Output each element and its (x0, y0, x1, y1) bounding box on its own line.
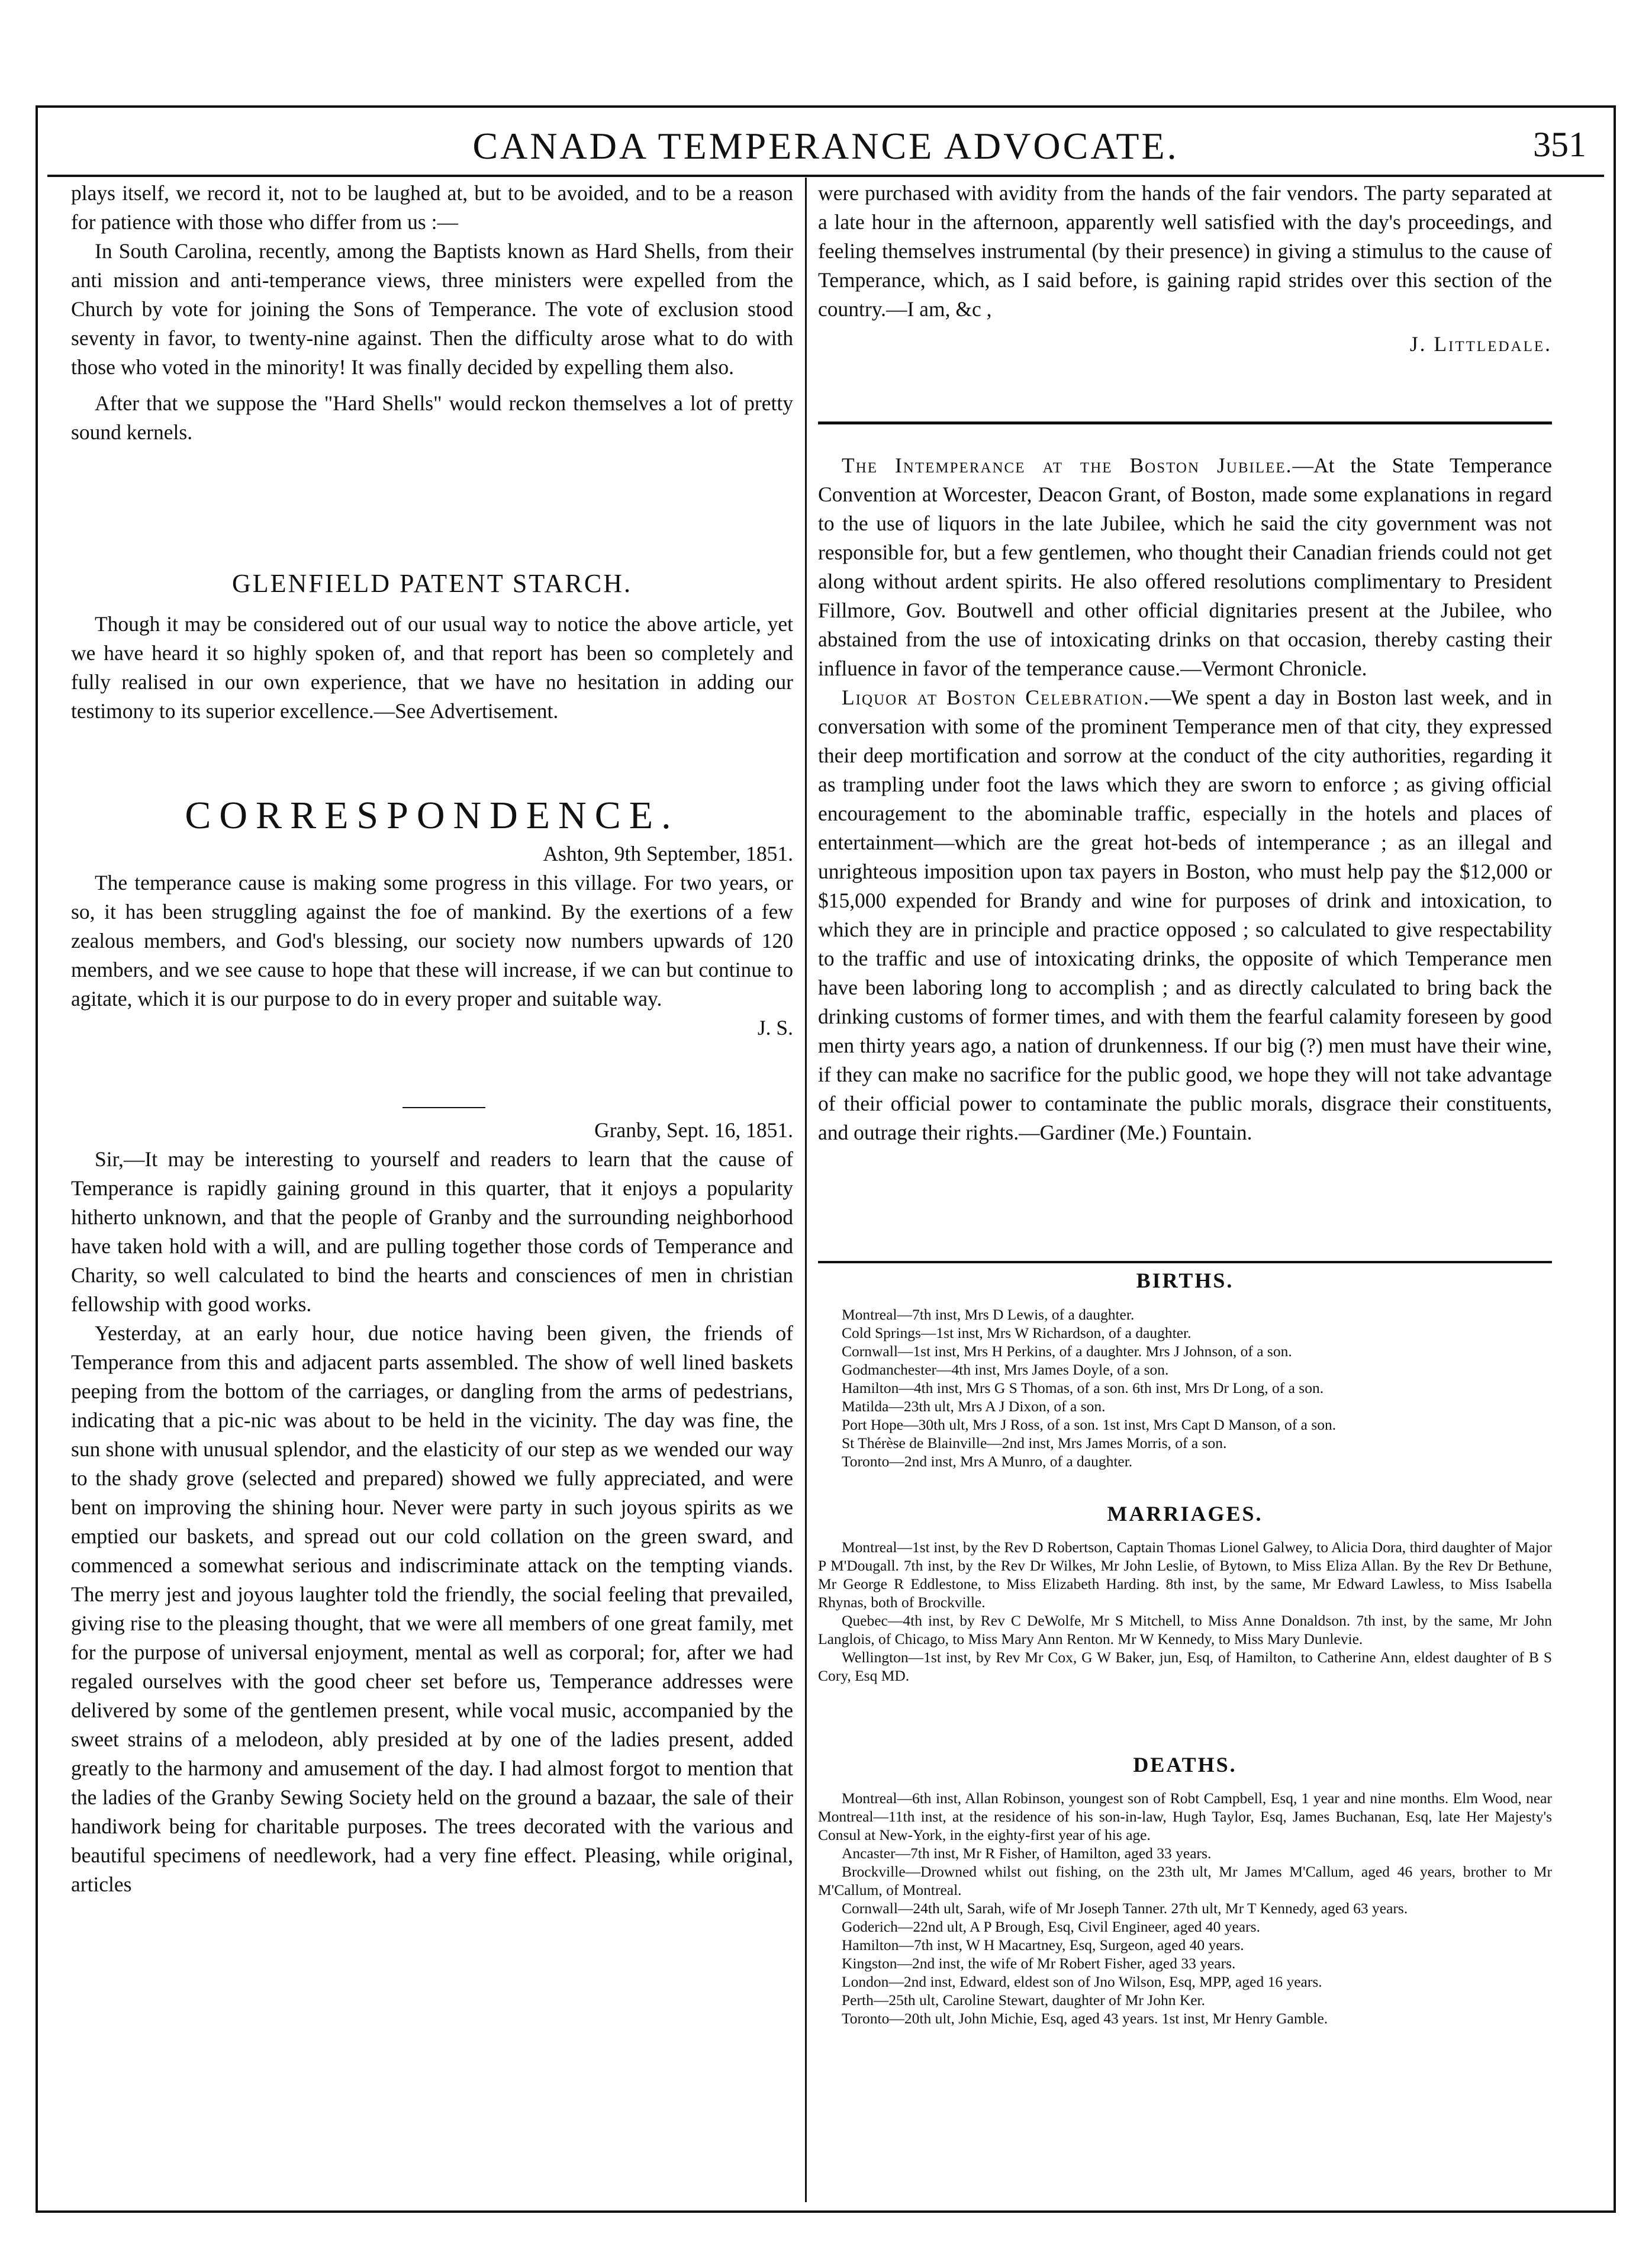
ashton-letter (71, 839, 793, 1042)
section-rule (818, 421, 1552, 424)
granby-letter (71, 1116, 793, 1899)
paragraph: In South Carolina, recently, among the Baptists known as Hard Shells, from their anti mission and anti-temperance views, three ministers were expelled from the Church by vote for joining the Sons of Temperance. The vote of exclusion stood seventy in favor, to twenty-nine against. Then the difficulty arose what to do with those who voted in the minority! It was finally decided by expelling them also. (71, 239, 793, 379)
journal-title: CANADA TEMPERANCE ADVOCATE. (472, 125, 1179, 167)
list-item: Quebec—4th inst, by Rev C DeWolfe, Mr S Mitchell, to Miss Anne Donaldson. 7th inst, by the same, Mr John Langlois, of Chicago, to Miss Mary Ann Renton. Mr W Kennedy, to Miss Mary Dunlevie. (818, 1612, 1552, 1647)
page-header (47, 118, 1604, 172)
section-rule (818, 1261, 1552, 1263)
births-heading: BIRTHS. (1136, 1269, 1234, 1292)
paragraph: After that we suppose the "Hard Shells" would reckon themselves a lot of pretty sound kernels. (71, 391, 793, 444)
letter-divider (402, 1107, 485, 1108)
list-item: Montreal—7th inst, Mrs D Lewis, of a daughter. (842, 1306, 1135, 1323)
paragraph: —We spent a day in Boston last week, and in conversation with some of the prominent Temperance men of that city, they expressed their deep mortification and sorrow at the conduct of the city authorities, regarding it as trampling under foot the laws which they are sworn to enforce ; as giving official encouragement to the abominable traffic, especially in the hotels and places of entertainment—which are the great hot-beds of intemperance ; as an illegal and unrighteous imposition upon tax payers in Boston, who must help pay the $12,000 or $15,000 expended for Brandy and wine for purposes of drink and intoxication, to which they are in principle and practice opposed ; so calculated to give respectability to the traffic and use of intoxicating drinks, the opposite of which Temperance men have been laboring long to accomplish ; and as directly calculated to bring back the drinking customs of former times, and with them the fearful calamity foreseen by good men thirty years ago, a nation of drunkenness. If our big (?) men must have their wine, if they can make no sacrifice for the public good, we hope they will not take advantage of their official power to contaminate the public morals, disgrace their constituents, and outrage their rights.—Gardiner (Me.) Fountain. (818, 686, 1553, 1144)
list-item: Matilda—23th ult, Mrs A J Dixon, of a son. (842, 1398, 1106, 1415)
signature: J. S. (757, 1016, 793, 1040)
list-item: Hamilton—7th inst, W H Macartney, Esq, Surgeon, aged 40 years. (842, 1936, 1244, 1954)
list-item: Wellington—1st inst, by Rev Mr Cox, G W Baker, jun, Esq, of Hamilton, to Catherine Ann, eldest daughter of B S Cory, Esq MD. (818, 1649, 1552, 1684)
right-column (818, 178, 1552, 2259)
article-heading: The Intemperance at the Boston Jubilee. (842, 453, 1293, 477)
births-list (818, 1305, 1552, 1470)
deaths-heading: DEATHS. (1133, 1753, 1237, 1777)
granby-letter-continued (818, 179, 1552, 359)
list-item: Cold Springs—1st inst, Mrs W Richardson, of a daughter. (842, 1324, 1191, 1341)
paragraph: —At the State Temperance Convention at Worcester, Deacon Grant, of Boston, made some explanations in regard to the use of liquors in the late Jubilee, which he said the city government was not responsible for, but a few gentlemen, who thought their Canadian friends could not get along without ardent spirits. He also offered resolutions complimentary to President Fillmore, Gov. Boutwell and other official dignitaries present at the Jubilee, who abstained from the use of intoxicating drinks on that occasion, thereby casting their influence in favor of the temperance cause.—Vermont Chronicle. (818, 453, 1552, 680)
marriages-list (818, 1538, 1552, 1685)
dateline: Ashton, 9th September, 1851. (543, 842, 793, 865)
list-item: Perth—25th ult, Caroline Stewart, daughter of Mr John Ker. (842, 1991, 1206, 2009)
paragraph: Though it may be considered out of our usual way to notice the above article, yet we have heard it so highly spoken of, and that report has been so completely and fully realised in our own experience, that we have no hesitation in adding our testimony to its superior excellence.—See Advertisement. (71, 612, 793, 723)
article-heading: Liquor at Boston Celebration. (842, 686, 1150, 709)
list-item: Port Hope—30th ult, Mrs J Ross, of a son. 1st inst, Mrs Capt D Manson, of a son. (842, 1416, 1337, 1433)
correspondence-heading: CORRESPONDENCE. (185, 794, 680, 837)
list-item: Hamilton—4th inst, Mrs G S Thomas, of a son. 6th inst, Mrs Dr Long, of a son. (842, 1379, 1324, 1396)
paragraph: Yesterday, at an early hour, due notice having been given, the friends of Temperance from this and adjacent parts assembled. The show of well lined baskets peeping from the bottom of the carriages, or dangling from the arms of pedestrians, indicating that a pic-nic was about to be held in the vicinity. The day was fine, the sun shone with unusual splendor, and the elasticity of our step as we wended our way to the shady grove (selected and prepared) showed we fully appreciated, and were bent on improving the shining hour. Never were party in such joyous spirits as we emptied our baskets, and spread out our cold collation on the green sward, and commenced a somewhat serious and indiscriminate attack on the tempting viands. The merry jest and joyous laughter told the friendly, the social feeling that prevailed, giving rise to the pleasing thought, that we were all members of one great family, met for the purpose of universal enjoyment, mental as well as corporal; for, after we had regaled ourselves with the good cheer set before us, Temperance addresses were delivered by some of the gentlemen present, while vocal music, accompanied by the sweet strains of a melodeon, ably presided at by one of the ladies present, added greatly to the harmony and amusement of the day. I had almost forgot to mention that the ladies of the Granby Sewing Society held on the ground a bazaar, the sale of their handiwork being for charitable purposes. The trees decorated with the various and beautiful specimens of needlework, had a very fine effect. Pleasing, while original, articles (71, 1321, 793, 1896)
deaths-list (818, 1789, 1552, 2028)
list-item: Goderich—22nd ult, A P Brough, Esq, Civil Engineer, aged 40 years. (842, 1918, 1260, 1935)
list-item: Montreal—1st inst, by the Rev D Robertson, Captain Thomas Lionel Galwey, to Alicia Dora, third daughter of Major P M'Dougall. 7th inst, by the Rev Dr Wilkes, Mr John Leslie, of Bytown, to Miss Eliza Allan. By the Rev Dr Bethune, Mr George R Eddlestone, to Miss Elizabeth Harding. 8th inst, by the same, Mr Edward Lawless, to Miss Isabella Rhynas, both of Brockville. (818, 1539, 1552, 1611)
starch-article (71, 610, 793, 726)
paragraph: plays itself, we record it, not to be laughed at, but to be avoided, and to be a reason for patience with those who differ from us :— (71, 181, 793, 234)
frame-right-rule (1614, 105, 1616, 2213)
frame-top-rule (36, 105, 1616, 108)
boston-jubilee-article (818, 451, 1552, 1147)
section-heading: GLENFIELD PATENT STARCH. (232, 569, 632, 598)
list-item: Toronto—2nd inst, Mrs A Munro, of a daughter. (842, 1453, 1133, 1470)
paragraph: The temperance cause is making some progress in this village. For two years, or so, it has been struggling against the foe of mankind. By the exertions of a few zealous members, and God's blessing, our society now numbers upwards of 120 members, and we see cause to hope that these will increase, if we can but continue to agitate, which it is our purpose to do in every proper and suitable way. (71, 871, 793, 1011)
marriages-heading: MARRIAGES. (1107, 1502, 1263, 1526)
page-number: 351 (1533, 125, 1586, 164)
list-item: Cornwall—1st inst, Mrs H Perkins, of a daughter. Mrs J Johnson, of a son. (842, 1343, 1292, 1360)
list-item: Godmanchester—4th inst, Mrs James Doyle, of a son. (842, 1361, 1169, 1378)
list-item: Ancaster—7th inst, Mr R Fisher, of Hamilton, aged 33 years. (842, 1845, 1212, 1862)
dateline: Granby, Sept. 16, 1851. (594, 1118, 793, 1142)
list-item: Brockville—Drowned whilst out fishing, on the 23th ult, Mr James M'Callum, aged 46 years, brother to Mr M'Callum, of Montreal. (818, 1863, 1552, 1898)
list-item: Cornwall—24th ult, Sarah, wife of Mr Joseph Tanner. 27th ult, Mr T Kennedy, aged 63 years. (842, 1900, 1408, 1917)
left-column (71, 178, 793, 2259)
paragraph: were purchased with avidity from the hands of the fair vendors. The party separated at a late hour in the afternoon, apparently well satisfied with the day's proceedings, and feeling themselves instrumental (by their presence) in giving a stimulus to the cause of Temperance, which, as I said before, is gaining rapid strides over this section of the country.—I am, &c , (818, 181, 1552, 321)
column-divider (805, 178, 807, 2202)
list-item: St Thérèse de Blainville—2nd inst, Mrs James Morris, of a son. (842, 1434, 1227, 1452)
list-item: Montreal—6th inst, Allan Robinson, youngest son of Robt Campbell, Esq, 1 year and nine months. Elm Wood, near Montreal—11th inst, at the residence of his son-in-law, Hugh Taylor, Esq, James Buchanan, Esq, late Her Majesty's Consul at New-York, in the eighty-first year of his age. (818, 1790, 1552, 1843)
list-item: London—2nd inst, Edward, eldest son of Jno Wilson, Esq, MPP, aged 16 years. (842, 1973, 1322, 1990)
paragraph: Sir,—It may be interesting to yourself and readers to learn that the cause of Temperance is rapidly gaining ground in this quarter, that it enjoys a popularity hitherto unknown, and that the people of Granby and the surrounding neighborhood have taken hold with a will, and are pulling together those cords of Temperance and Charity, so well calculated to bind the hearts and consciences of men in christian fellowship with good works. (71, 1147, 793, 1316)
header-rule (47, 175, 1604, 177)
frame-left-rule (36, 105, 38, 2213)
signature: J. Littledale. (1409, 332, 1552, 356)
list-item: Kingston—2nd inst, the wife of Mr Robert Fisher, aged 33 years. (842, 1955, 1236, 1972)
list-item: Toronto—20th ult, John Michie, Esq, aged 43 years. 1st inst, Mr Henry Gamble. (842, 2010, 1328, 2027)
hard-shells-article (71, 179, 793, 447)
